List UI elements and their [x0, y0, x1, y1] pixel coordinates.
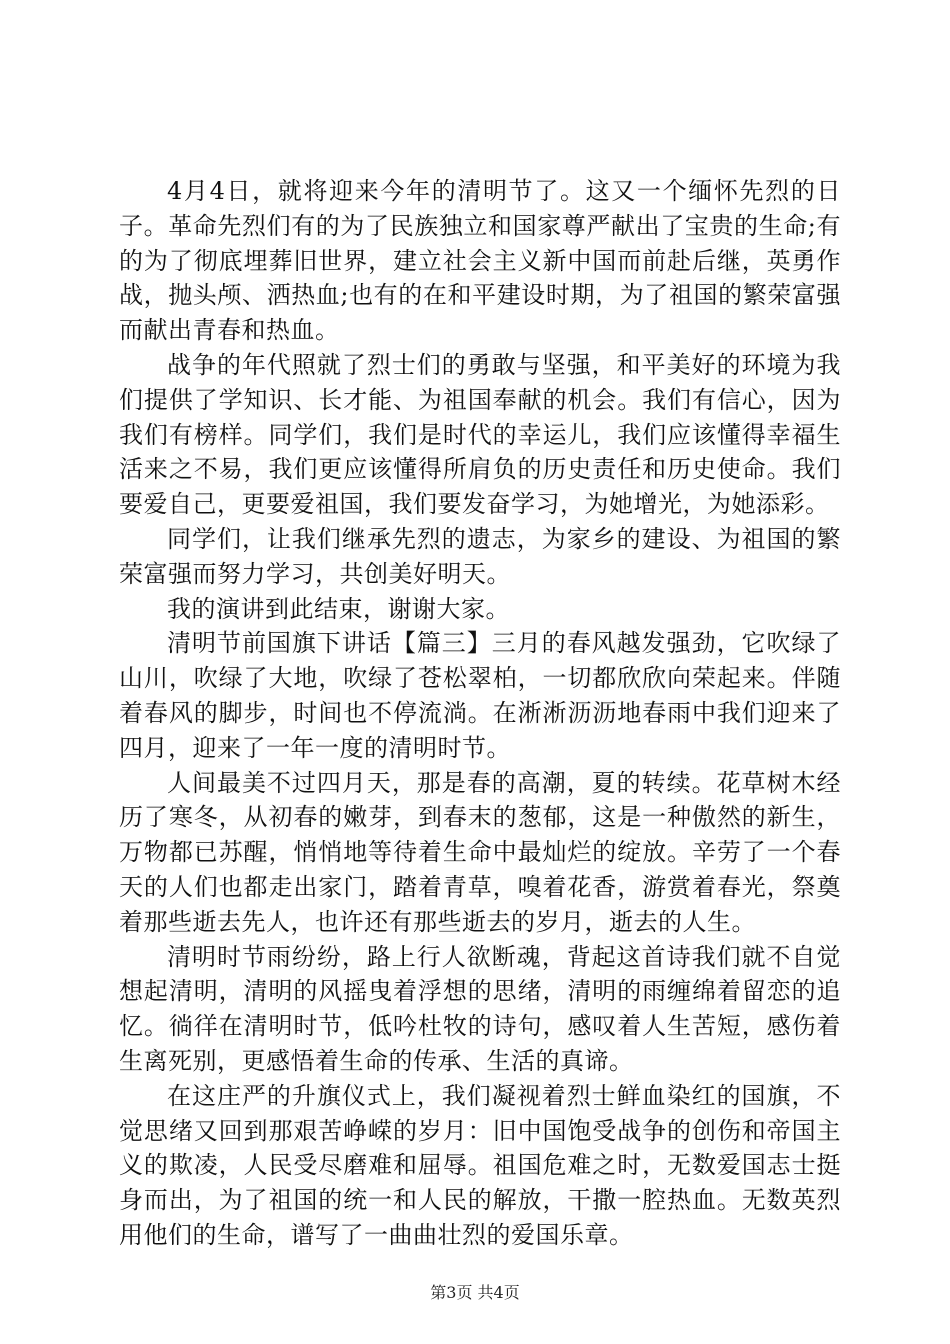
paragraph-7: 清明时节雨纷纷，路上行人欲断魂，背起这首诗我们就不自觉想起清明，清明的风摇曳着浮想的思绪，清明的雨缠绵着留恋的追忆。徜徉在清明时节，低吟杜牧的诗句，感叹着人生苦短，感伤着生离死别，更感悟着生命的传承、生活的真谛。 — [119, 942, 841, 1075]
paragraph-3: 同学们，让我们继承先烈的遗志，为家乡的建设、为祖国的繁荣富强而努力学习，共创美好明天。 — [119, 524, 841, 588]
paragraph-1: 4月4日，就将迎来今年的清明节了。这又一个缅怀先烈的日子。革命先烈们有的为了民族独立和国家尊严献出了宝贵的生命;有的为了彻底埋葬旧世界，建立社会主义新中国而前赴后继，英勇作战，抛头颅、洒热血;也有的在和平建设时期，为了祖国的繁荣富强而献出青春和热血。 — [119, 177, 841, 345]
paragraph-5: 清明节前国旗下讲话【篇三】三月的春风越发强劲，它吹绿了山川，吹绿了大地，吹绿了苍松翠柏，一切都欣欣向荣起来。伴随着春风的脚步，时间也不停流淌。在淅淅沥沥地春雨中我们迎来了四月，迎来了一年一度的清明时节。 — [119, 629, 841, 762]
paragraph-8: 在这庄严的升旗仪式上，我们凝视着烈士鲜血染红的国旗，不觉思绪又回到那艰苦峥嵘的岁月：旧中国饱受战争的创伤和帝国主义的欺凌，人民受尽磨难和屈辱。祖国危难之时，无数爱国志士挺身而出，为了祖国的统一和人民的解放，干撒一腔热血。无数英烈用他们的生命，谱写了一曲曲壮烈的爱国乐章。 — [119, 1081, 841, 1249]
paragraph-4: 我的演讲到此结束，谢谢大家。 — [167, 594, 510, 623]
paragraph-6: 人间最美不过四月天，那是春的高潮，夏的转续。花草树木经历了寒冬，从初春的嫩芽，到春末的葱郁，这是一种傲然的新生，万物都已苏醒，悄悄地等待着生命中最灿烂的绽放。辛劳了一个春天的人们也都走出家门，踏着青草，嗅着花香，游赏着春光，祭奠着那些逝去先人，也许还有那些逝去的岁月，逝去的人生。 — [119, 768, 841, 936]
document-body — [119, 174, 841, 1253]
page-footer: 第3页 共4页 — [430, 1283, 520, 1302]
paragraph-2: 战争的年代照就了烈士们的勇敢与坚强，和平美好的环境为我们提供了学知识、长才能、为祖国奉献的机会。我们有信心，因为我们有榜样。同学们，我们是时代的幸运儿，我们应该懂得幸福生活来之不易，我们更应该懂得所肩负的历史责任和历史使命。我们要爱自己，更要爱祖国，我们要发奋学习，为她增光，为她添彩。 — [119, 350, 841, 519]
